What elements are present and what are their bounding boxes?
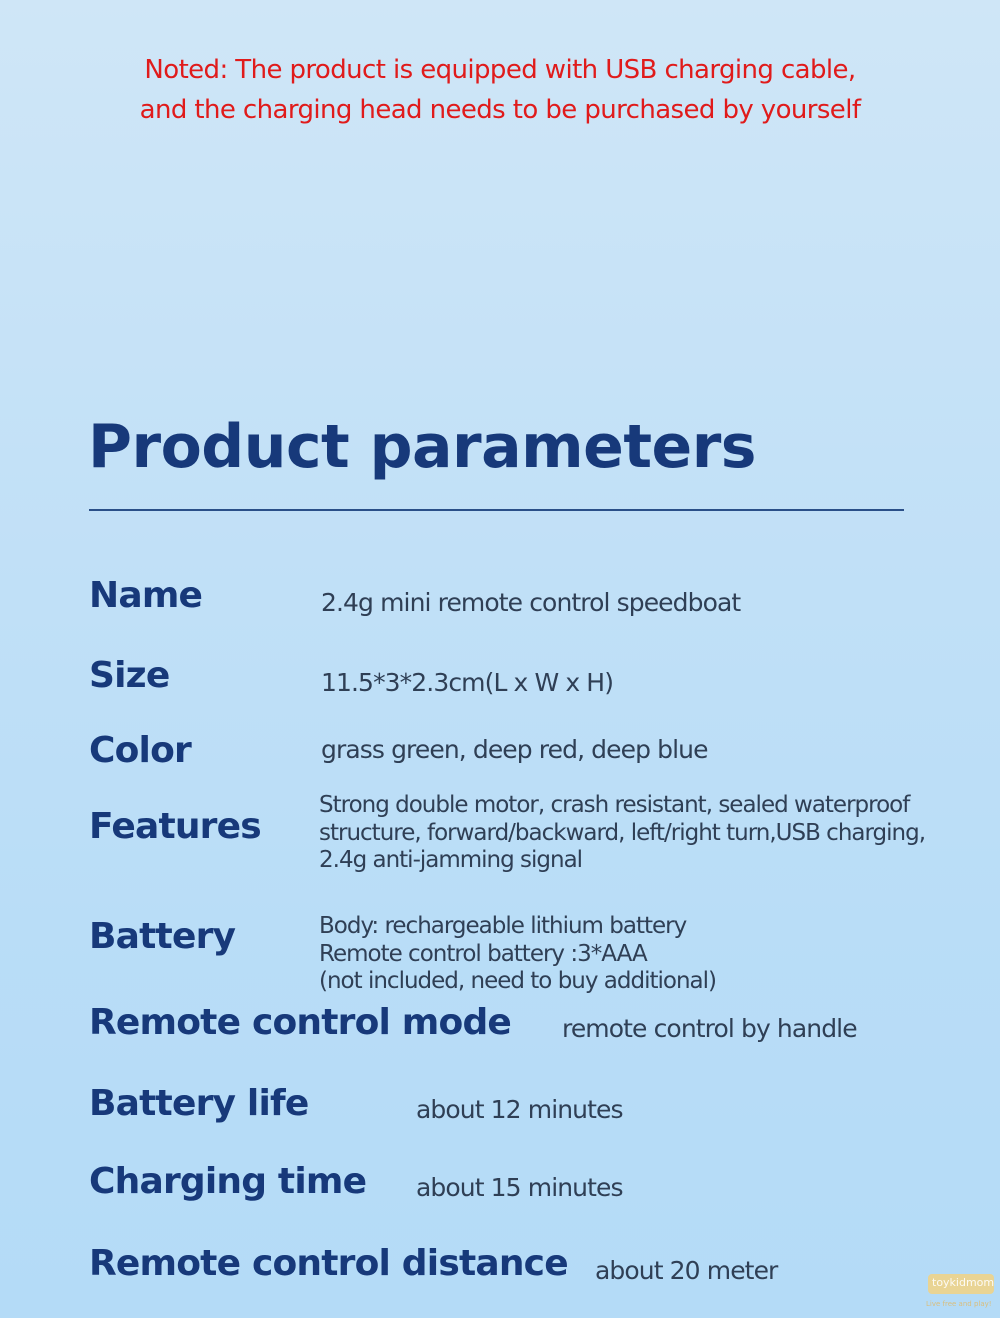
- battery-line-1: Body: rechargeable lithium battery: [319, 913, 687, 939]
- watermark-tagline: Live free and play!: [926, 1300, 992, 1308]
- param-label-features: Features: [89, 806, 261, 847]
- param-value-color: grass green, deep red, deep blue: [321, 735, 708, 764]
- shipping-note: [0, 50, 1000, 130]
- battery-line-3: (not included, need to buy additional): [319, 968, 716, 994]
- param-label-remote-distance: Remote control distance: [89, 1243, 568, 1284]
- note-line-2: and the charging head needs to be purchased by yourself: [139, 95, 861, 125]
- param-value-remote-distance: about 20 meter: [595, 1256, 778, 1285]
- param-label-size: Size: [89, 655, 170, 696]
- param-value-remote-mode: remote control by handle: [562, 1014, 857, 1043]
- features-line-1: Strong double motor, crash resistant, sealed waterproof: [319, 792, 910, 818]
- features-line-2: structure, forward/backward, left/right turn,USB charging,: [319, 819, 926, 846]
- param-label-remote-mode: Remote control mode: [89, 1002, 512, 1043]
- param-value-charging-time: about 15 minutes: [416, 1173, 623, 1202]
- param-value-size: 11.5*3*2.3cm(L x W x H): [321, 668, 614, 697]
- battery-line-2: Remote control battery :3*AAA: [319, 940, 647, 967]
- param-label-color: Color: [89, 730, 191, 771]
- param-value-battery: [319, 913, 716, 996]
- param-value-battery-life: about 12 minutes: [416, 1095, 623, 1124]
- param-label-name: Name: [89, 575, 203, 616]
- param-label-battery-life: Battery life: [89, 1083, 309, 1124]
- watermark-logo: [924, 1262, 996, 1314]
- param-value-name: 2.4g mini remote control speedboat: [321, 588, 741, 617]
- param-label-charging-time: Charging time: [89, 1161, 367, 1202]
- page-title: Product parameters: [88, 412, 756, 482]
- param-label-battery: Battery: [89, 916, 236, 957]
- title-divider: [89, 509, 904, 511]
- features-line-3: 2.4g anti-jamming signal: [319, 847, 583, 873]
- param-value-features: [319, 792, 925, 875]
- note-line-1: Noted: The product is equipped with USB charging cable,: [144, 55, 856, 85]
- watermark-logo-text: toykidmom: [932, 1276, 995, 1289]
